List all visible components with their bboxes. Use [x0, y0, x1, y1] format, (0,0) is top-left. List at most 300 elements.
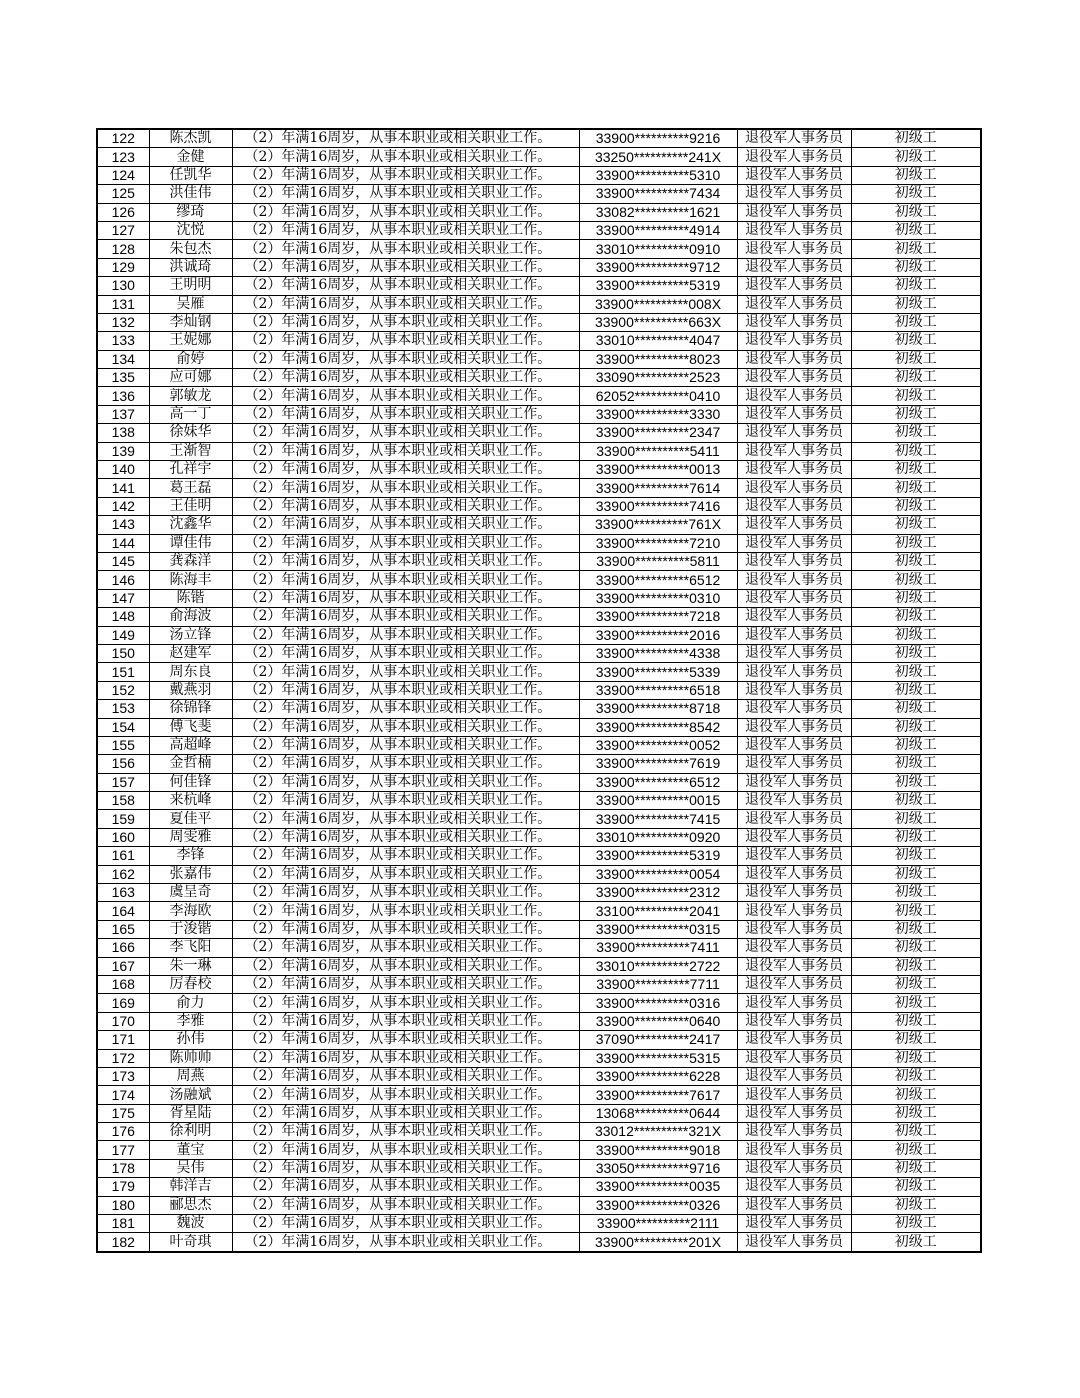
occupation-cell: 退役军人事务员	[737, 589, 851, 607]
row-number-cell: 145	[97, 552, 149, 570]
eligibility-condition-cell: （2）年满16周岁，从事本职业或相关职业工作。	[232, 902, 579, 920]
occupation-cell: 退役军人事务员	[737, 185, 851, 203]
skill-level-cell: 初级工	[851, 387, 981, 405]
table-row	[97, 920, 981, 938]
table-row	[97, 185, 981, 203]
skill-level-cell: 初级工	[851, 1123, 981, 1141]
occupation-cell: 退役军人事务员	[737, 1104, 851, 1122]
occupation-cell: 退役军人事务员	[737, 644, 851, 662]
id-number-cell: 33900**********2111	[579, 1215, 737, 1233]
eligibility-condition-cell: （2）年满16周岁，从事本职业或相关职业工作。	[232, 1196, 579, 1214]
table-row	[97, 663, 981, 681]
table-row	[97, 1104, 981, 1122]
person-name-cell: 汤立锋	[149, 626, 232, 644]
person-name-cell: 缪琦	[149, 203, 232, 221]
id-number-cell: 33900**********4914	[579, 221, 737, 239]
eligibility-condition-cell: （2）年满16周岁，从事本职业或相关职业工作。	[232, 129, 579, 148]
id-number-cell: 33900**********6228	[579, 1067, 737, 1085]
person-name-cell: 于浚锴	[149, 920, 232, 938]
skill-level-cell: 初级工	[851, 1215, 981, 1233]
id-number-cell: 33010**********2722	[579, 957, 737, 975]
id-number-cell: 13068**********0644	[579, 1104, 737, 1122]
table-row	[97, 792, 981, 810]
eligibility-condition-cell: （2）年满16周岁，从事本职业或相关职业工作。	[232, 865, 579, 883]
occupation-cell: 退役军人事务员	[737, 1049, 851, 1067]
eligibility-condition-cell: （2）年满16周岁，从事本职业或相关职业工作。	[232, 589, 579, 607]
row-number-cell: 129	[97, 258, 149, 276]
person-name-cell: 俞力	[149, 994, 232, 1012]
row-number-cell: 134	[97, 350, 149, 368]
id-number-cell: 33900**********7614	[579, 479, 737, 497]
table-row	[97, 1141, 981, 1159]
eligibility-condition-cell: （2）年满16周岁，从事本职业或相关职业工作。	[232, 534, 579, 552]
occupation-cell: 退役军人事务员	[737, 810, 851, 828]
occupation-cell: 退役军人事务员	[737, 939, 851, 957]
id-number-cell: 33900**********0015	[579, 792, 737, 810]
table-row	[97, 369, 981, 387]
occupation-cell: 退役军人事务员	[737, 442, 851, 460]
skill-level-cell: 初级工	[851, 369, 981, 387]
row-number-cell: 139	[97, 442, 149, 460]
skill-level-cell: 初级工	[851, 884, 981, 902]
table-row	[97, 571, 981, 589]
skill-level-cell: 初级工	[851, 295, 981, 313]
table-row	[97, 626, 981, 644]
row-number-cell: 181	[97, 1215, 149, 1233]
person-name-cell: 何佳锋	[149, 773, 232, 791]
id-number-cell: 33900**********008X	[579, 295, 737, 313]
row-number-cell: 173	[97, 1067, 149, 1085]
eligibility-condition-cell: （2）年满16周岁，从事本职业或相关职业工作。	[232, 295, 579, 313]
occupation-cell: 退役军人事务员	[737, 1067, 851, 1085]
person-name-cell: 赵建军	[149, 644, 232, 662]
skill-level-cell: 初级工	[851, 957, 981, 975]
person-name-cell: 李锋	[149, 847, 232, 865]
person-name-cell: 陈杰凯	[149, 129, 232, 148]
occupation-cell: 退役军人事务员	[737, 608, 851, 626]
skill-level-cell: 初级工	[851, 1178, 981, 1196]
skill-level-cell: 初级工	[851, 718, 981, 736]
person-name-cell: 孙伟	[149, 1031, 232, 1049]
id-number-cell: 33900**********9216	[579, 129, 737, 148]
occupation-cell: 退役军人事务员	[737, 1012, 851, 1030]
table-row	[97, 129, 981, 148]
table-row	[97, 957, 981, 975]
occupation-cell: 退役军人事务员	[737, 975, 851, 993]
person-name-cell: 吴雁	[149, 295, 232, 313]
row-number-cell: 127	[97, 221, 149, 239]
table-row	[97, 939, 981, 957]
occupation-cell: 退役军人事务员	[737, 681, 851, 699]
eligibility-condition-cell: （2）年满16周岁，从事本职业或相关职业工作。	[232, 369, 579, 387]
occupation-cell: 退役军人事务员	[737, 1215, 851, 1233]
row-number-cell: 150	[97, 644, 149, 662]
table-row	[97, 1196, 981, 1214]
skill-level-cell: 初级工	[851, 1159, 981, 1177]
row-number-cell: 133	[97, 332, 149, 350]
eligibility-condition-cell: （2）年满16周岁，从事本职业或相关职业工作。	[232, 847, 579, 865]
occupation-cell: 退役军人事务员	[737, 497, 851, 515]
id-number-cell: 33900**********5411	[579, 442, 737, 460]
skill-level-cell: 初级工	[851, 589, 981, 607]
person-name-cell: 谭佳伟	[149, 534, 232, 552]
skill-level-cell: 初级工	[851, 1104, 981, 1122]
row-number-cell: 140	[97, 461, 149, 479]
person-name-cell: 王佳明	[149, 497, 232, 515]
skill-level-cell: 初级工	[851, 221, 981, 239]
table-row	[97, 884, 981, 902]
occupation-cell: 退役军人事务员	[737, 626, 851, 644]
table-row	[97, 1159, 981, 1177]
occupation-cell: 退役军人事务员	[737, 240, 851, 258]
skill-level-cell: 初级工	[851, 516, 981, 534]
id-number-cell: 33010**********0920	[579, 828, 737, 846]
person-name-cell: 李灿钢	[149, 313, 232, 331]
row-number-cell: 148	[97, 608, 149, 626]
row-number-cell: 135	[97, 369, 149, 387]
skill-level-cell: 初级工	[851, 902, 981, 920]
person-name-cell: 胥星陆	[149, 1104, 232, 1122]
eligibility-condition-cell: （2）年满16周岁，从事本职业或相关职业工作。	[232, 461, 579, 479]
id-number-cell: 33900**********8542	[579, 718, 737, 736]
row-number-cell: 177	[97, 1141, 149, 1159]
skill-level-cell: 初级工	[851, 736, 981, 754]
table-row	[97, 313, 981, 331]
skill-level-cell: 初级工	[851, 442, 981, 460]
row-number-cell: 151	[97, 663, 149, 681]
row-number-cell: 179	[97, 1178, 149, 1196]
eligibility-condition-cell: （2）年满16周岁，从事本职业或相关职业工作。	[232, 1123, 579, 1141]
row-number-cell: 167	[97, 957, 149, 975]
eligibility-condition-cell: （2）年满16周岁，从事本职业或相关职业工作。	[232, 920, 579, 938]
row-number-cell: 165	[97, 920, 149, 938]
table-row	[97, 865, 981, 883]
skill-level-cell: 初级工	[851, 497, 981, 515]
person-name-cell: 应可娜	[149, 369, 232, 387]
occupation-cell: 退役军人事务员	[737, 884, 851, 902]
table-row	[97, 479, 981, 497]
skill-level-cell: 初级工	[851, 332, 981, 350]
row-number-cell: 153	[97, 700, 149, 718]
row-number-cell: 174	[97, 1086, 149, 1104]
skill-level-cell: 初级工	[851, 350, 981, 368]
occupation-cell: 退役军人事务员	[737, 258, 851, 276]
eligibility-condition-cell: （2）年满16周岁，从事本职业或相关职业工作。	[232, 1159, 579, 1177]
person-name-cell: 傅飞斐	[149, 718, 232, 736]
id-number-cell: 33900**********9712	[579, 258, 737, 276]
person-name-cell: 金哲楠	[149, 755, 232, 773]
row-number-cell: 138	[97, 424, 149, 442]
skill-level-cell: 初级工	[851, 810, 981, 828]
id-number-cell: 33900**********6512	[579, 773, 737, 791]
id-number-cell: 33900**********3330	[579, 405, 737, 423]
person-name-cell: 任凯华	[149, 166, 232, 184]
eligibility-condition-cell: （2）年满16周岁，从事本职业或相关职业工作。	[232, 148, 579, 166]
person-name-cell: 陈帅帅	[149, 1049, 232, 1067]
person-name-cell: 沈鑫华	[149, 516, 232, 534]
id-number-cell: 33900**********6512	[579, 571, 737, 589]
occupation-cell: 退役军人事务员	[737, 369, 851, 387]
occupation-cell: 退役军人事务员	[737, 332, 851, 350]
skill-level-cell: 初级工	[851, 424, 981, 442]
skill-level-cell: 初级工	[851, 994, 981, 1012]
skill-level-cell: 初级工	[851, 1086, 981, 1104]
person-name-cell: 孔祥宇	[149, 461, 232, 479]
table-row	[97, 1233, 981, 1252]
eligibility-condition-cell: （2）年满16周岁，从事本职业或相关职业工作。	[232, 681, 579, 699]
table-row	[97, 552, 981, 570]
person-name-cell: 周燕	[149, 1067, 232, 1085]
id-number-cell: 33082**********1621	[579, 203, 737, 221]
row-number-cell: 147	[97, 589, 149, 607]
eligibility-condition-cell: （2）年满16周岁，从事本职业或相关职业工作。	[232, 185, 579, 203]
person-name-cell: 葛王磊	[149, 479, 232, 497]
row-number-cell: 142	[97, 497, 149, 515]
row-number-cell: 125	[97, 185, 149, 203]
table-row	[97, 148, 981, 166]
eligibility-condition-cell: （2）年满16周岁，从事本职业或相关职业工作。	[232, 240, 579, 258]
occupation-cell: 退役军人事务员	[737, 1178, 851, 1196]
table-row	[97, 773, 981, 791]
row-number-cell: 155	[97, 736, 149, 754]
skill-level-cell: 初级工	[851, 534, 981, 552]
eligibility-condition-cell: （2）年满16周岁，从事本职业或相关职业工作。	[232, 975, 579, 993]
row-number-cell: 154	[97, 718, 149, 736]
id-number-cell: 33090**********2523	[579, 369, 737, 387]
occupation-cell: 退役军人事务员	[737, 516, 851, 534]
table-row	[97, 1123, 981, 1141]
occupation-cell: 退役军人事务员	[737, 387, 851, 405]
table-row	[97, 902, 981, 920]
row-number-cell: 171	[97, 1031, 149, 1049]
person-name-cell: 陈海丰	[149, 571, 232, 589]
row-number-cell: 163	[97, 884, 149, 902]
occupation-cell: 退役军人事务员	[737, 1031, 851, 1049]
person-name-cell: 李雅	[149, 1012, 232, 1030]
table-row	[97, 258, 981, 276]
eligibility-condition-cell: （2）年满16周岁，从事本职业或相关职业工作。	[232, 1067, 579, 1085]
id-number-cell: 33012**********321X	[579, 1123, 737, 1141]
occupation-cell: 退役军人事务员	[737, 166, 851, 184]
skill-level-cell: 初级工	[851, 1141, 981, 1159]
id-number-cell: 33900**********0013	[579, 461, 737, 479]
occupation-cell: 退役军人事务员	[737, 203, 851, 221]
skill-level-cell: 初级工	[851, 792, 981, 810]
id-number-cell: 33900**********4338	[579, 644, 737, 662]
skill-level-cell: 初级工	[851, 203, 981, 221]
id-number-cell: 33900**********5319	[579, 847, 737, 865]
id-number-cell: 62052**********0410	[579, 387, 737, 405]
person-name-cell: 韩洋吉	[149, 1178, 232, 1196]
person-name-cell: 李飞阳	[149, 939, 232, 957]
eligibility-condition-cell: （2）年满16周岁，从事本职业或相关职业工作。	[232, 166, 579, 184]
skill-level-cell: 初级工	[851, 663, 981, 681]
row-number-cell: 149	[97, 626, 149, 644]
occupation-cell: 退役军人事务员	[737, 405, 851, 423]
occupation-cell: 退役军人事务员	[737, 1196, 851, 1214]
occupation-cell: 退役军人事务员	[737, 700, 851, 718]
row-number-cell: 159	[97, 810, 149, 828]
eligibility-condition-cell: （2）年满16周岁，从事本职业或相关职业工作。	[232, 1031, 579, 1049]
table-row	[97, 277, 981, 295]
occupation-cell: 退役军人事务员	[737, 663, 851, 681]
id-number-cell: 33900**********6518	[579, 681, 737, 699]
person-name-cell: 俞海波	[149, 608, 232, 626]
skill-level-cell: 初级工	[851, 681, 981, 699]
row-number-cell: 166	[97, 939, 149, 957]
skill-level-cell: 初级工	[851, 847, 981, 865]
skill-level-cell: 初级工	[851, 755, 981, 773]
occupation-cell: 退役军人事务员	[737, 865, 851, 883]
id-number-cell: 33900**********0326	[579, 1196, 737, 1214]
occupation-cell: 退役军人事务员	[737, 1159, 851, 1177]
skill-level-cell: 初级工	[851, 166, 981, 184]
table-row	[97, 975, 981, 993]
id-number-cell: 33900**********7617	[579, 1086, 737, 1104]
id-number-cell: 33900**********0054	[579, 865, 737, 883]
id-number-cell: 33900**********7434	[579, 185, 737, 203]
person-name-cell: 龚森洋	[149, 552, 232, 570]
id-number-cell: 33250**********241X	[579, 148, 737, 166]
occupation-cell: 退役军人事务员	[737, 129, 851, 148]
eligibility-condition-cell: （2）年满16周岁，从事本职业或相关职业工作。	[232, 277, 579, 295]
id-number-cell: 33010**********4047	[579, 332, 737, 350]
skill-level-cell: 初级工	[851, 1233, 981, 1252]
skill-level-cell: 初级工	[851, 258, 981, 276]
occupation-cell: 退役军人事务员	[737, 295, 851, 313]
table-row	[97, 295, 981, 313]
table-row	[97, 1215, 981, 1233]
person-name-cell: 郦思杰	[149, 1196, 232, 1214]
person-name-cell: 汤融斌	[149, 1086, 232, 1104]
id-number-cell: 37090**********2417	[579, 1031, 737, 1049]
person-name-cell: 李海欧	[149, 902, 232, 920]
id-number-cell: 33900**********9018	[579, 1141, 737, 1159]
table-row	[97, 332, 981, 350]
skill-level-cell: 初级工	[851, 644, 981, 662]
id-number-cell: 33900**********8023	[579, 350, 737, 368]
id-number-cell: 33900**********761X	[579, 516, 737, 534]
occupation-cell: 退役军人事务员	[737, 792, 851, 810]
person-name-cell: 徐锦锋	[149, 700, 232, 718]
id-number-cell: 33900**********0052	[579, 736, 737, 754]
table-row	[97, 424, 981, 442]
table-row	[97, 405, 981, 423]
id-number-cell: 33900**********0640	[579, 1012, 737, 1030]
id-number-cell: 33900**********2016	[579, 626, 737, 644]
occupation-cell: 退役军人事务员	[737, 534, 851, 552]
id-number-cell: 33900**********2347	[579, 424, 737, 442]
eligibility-condition-cell: （2）年满16周岁，从事本职业或相关职业工作。	[232, 810, 579, 828]
skill-level-cell: 初级工	[851, 1031, 981, 1049]
row-number-cell: 146	[97, 571, 149, 589]
id-number-cell: 33900**********7416	[579, 497, 737, 515]
id-number-cell: 33900**********7619	[579, 755, 737, 773]
eligibility-condition-cell: （2）年满16周岁，从事本职业或相关职业工作。	[232, 608, 579, 626]
row-number-cell: 152	[97, 681, 149, 699]
id-number-cell: 33050**********9716	[579, 1159, 737, 1177]
id-number-cell: 33900**********201X	[579, 1233, 737, 1252]
occupation-cell: 退役军人事务员	[737, 755, 851, 773]
eligibility-condition-cell: （2）年满16周岁，从事本职业或相关职业工作。	[232, 718, 579, 736]
row-number-cell: 182	[97, 1233, 149, 1252]
person-name-cell: 王妮娜	[149, 332, 232, 350]
person-name-cell: 高一丁	[149, 405, 232, 423]
person-name-cell: 来杭峰	[149, 792, 232, 810]
table-row	[97, 442, 981, 460]
eligibility-condition-cell: （2）年满16周岁，从事本职业或相关职业工作。	[232, 755, 579, 773]
occupation-cell: 退役军人事务员	[737, 221, 851, 239]
person-name-cell: 周东良	[149, 663, 232, 681]
table-row	[97, 497, 981, 515]
occupation-cell: 退役军人事务员	[737, 828, 851, 846]
id-number-cell: 33900**********5310	[579, 166, 737, 184]
occupation-cell: 退役军人事务员	[737, 571, 851, 589]
person-name-cell: 吴伟	[149, 1159, 232, 1177]
person-name-cell: 王渐智	[149, 442, 232, 460]
eligibility-condition-cell: （2）年满16周岁，从事本职业或相关职业工作。	[232, 773, 579, 791]
row-number-cell: 122	[97, 129, 149, 148]
id-number-cell: 33900**********7218	[579, 608, 737, 626]
row-number-cell: 170	[97, 1012, 149, 1030]
occupation-cell: 退役军人事务员	[737, 736, 851, 754]
table-row	[97, 994, 981, 1012]
id-number-cell: 33900**********5315	[579, 1049, 737, 1067]
eligibility-condition-cell: （2）年满16周岁，从事本职业或相关职业工作。	[232, 1233, 579, 1252]
person-name-cell: 夏佳平	[149, 810, 232, 828]
skill-level-cell: 初级工	[851, 626, 981, 644]
id-number-cell: 33900**********0310	[579, 589, 737, 607]
eligibility-condition-cell: （2）年满16周岁，从事本职业或相关职业工作。	[232, 939, 579, 957]
row-number-cell: 136	[97, 387, 149, 405]
row-number-cell: 178	[97, 1159, 149, 1177]
table-row	[97, 516, 981, 534]
table-row	[97, 387, 981, 405]
row-number-cell: 164	[97, 902, 149, 920]
table-row	[97, 1049, 981, 1067]
occupation-cell: 退役军人事务员	[737, 424, 851, 442]
person-name-cell: 俞婷	[149, 350, 232, 368]
person-name-cell: 金健	[149, 148, 232, 166]
eligibility-condition-cell: （2）年满16周岁，从事本职业或相关职业工作。	[232, 626, 579, 644]
eligibility-condition-cell: （2）年满16周岁，从事本职业或相关职业工作。	[232, 792, 579, 810]
skill-level-cell: 初级工	[851, 700, 981, 718]
occupation-cell: 退役军人事务员	[737, 994, 851, 1012]
table-row	[97, 700, 981, 718]
table-row	[97, 350, 981, 368]
eligibility-condition-cell: （2）年满16周岁，从事本职业或相关职业工作。	[232, 203, 579, 221]
table-row	[97, 221, 981, 239]
row-number-cell: 161	[97, 847, 149, 865]
table-row	[97, 240, 981, 258]
occupation-cell: 退役军人事务员	[737, 461, 851, 479]
eligibility-condition-cell: （2）年满16周岁，从事本职业或相关职业工作。	[232, 258, 579, 276]
skill-level-cell: 初级工	[851, 240, 981, 258]
table-row	[97, 1012, 981, 1030]
eligibility-condition-cell: （2）年满16周岁，从事本职业或相关职业工作。	[232, 1141, 579, 1159]
skill-level-cell: 初级工	[851, 148, 981, 166]
id-number-cell: 33900**********7711	[579, 975, 737, 993]
row-number-cell: 169	[97, 994, 149, 1012]
id-number-cell: 33900**********7411	[579, 939, 737, 957]
person-name-cell: 徐妹华	[149, 424, 232, 442]
row-number-cell: 123	[97, 148, 149, 166]
skill-level-cell: 初级工	[851, 1196, 981, 1214]
eligibility-condition-cell: （2）年满16周岁，从事本职业或相关职业工作。	[232, 442, 579, 460]
id-number-cell: 33900**********8718	[579, 700, 737, 718]
row-number-cell: 162	[97, 865, 149, 883]
row-number-cell: 131	[97, 295, 149, 313]
